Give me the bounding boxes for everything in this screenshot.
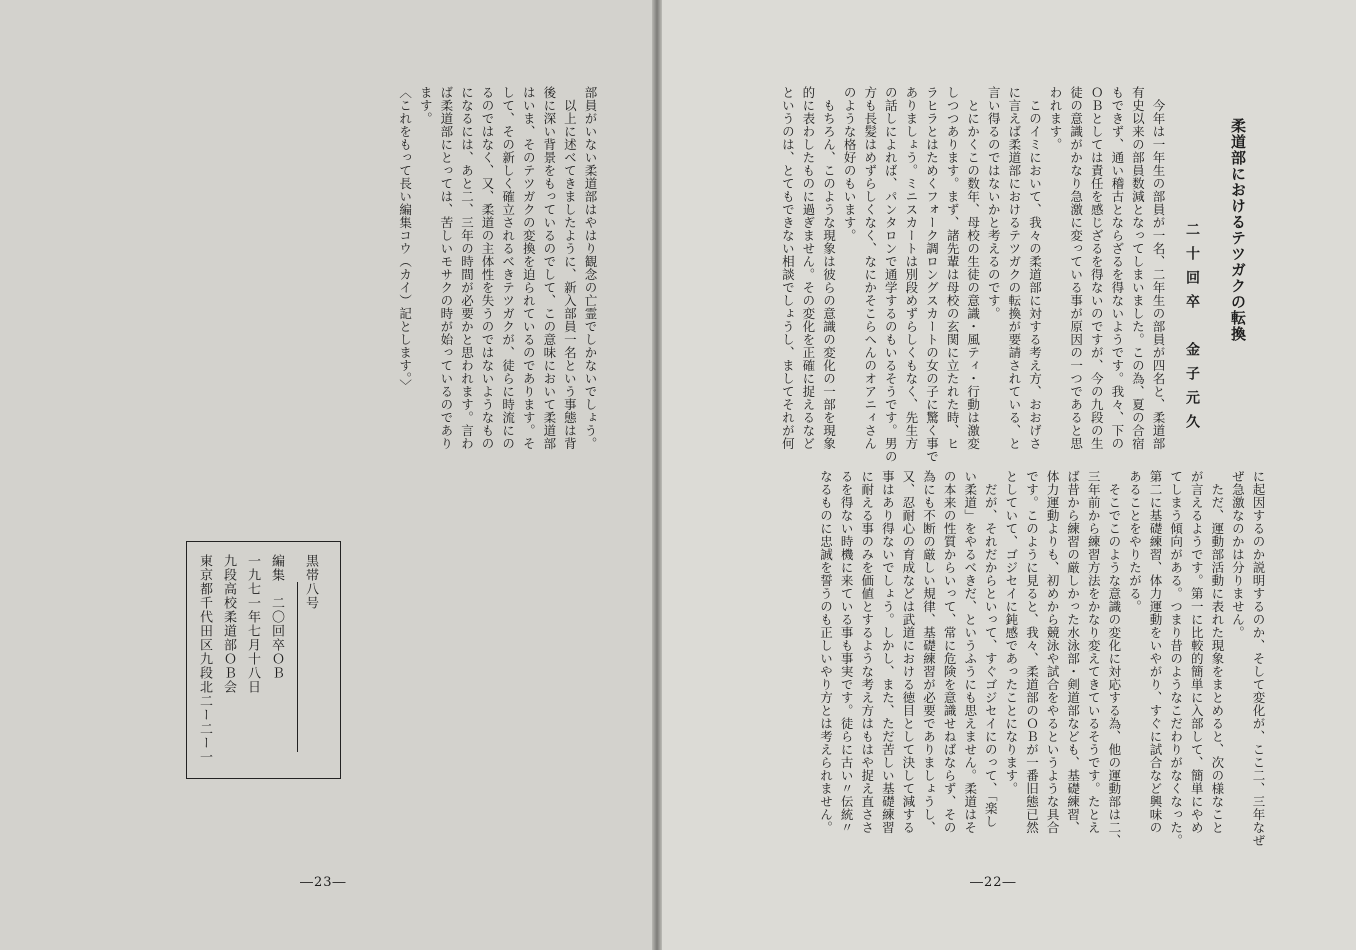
text-line: です。このように見ると、我々、柔道部のＯＢが一番旧態已然 (1024, 470, 1040, 834)
text-line: なるものに忠誠を誓うのも正しいやり方とは考えられません。 (818, 470, 834, 834)
text-line: 有史以来の部員数減となってしまいました。この為、夏の合宿 (1130, 86, 1146, 450)
text-line: としていて、ゴジセイに鈍感であったことになります。 (1003, 470, 1019, 795)
text-line: 今年は一年生の部員が一名、二年生の部員が四名と、柔道部 (1151, 86, 1166, 450)
text-line: い柔道」をやるべきだ、というふうにも思えません。柔道はそ (962, 470, 978, 834)
text-line: ただ、運動部活動に表れた現象をまとめると、次の様なこと (1209, 470, 1225, 834)
colophon-date: 一九七一年七月十八日 (245, 554, 260, 694)
colophon-editor: 編集 二〇回卒ＯＢ (269, 554, 284, 680)
page-number-right: ―22― (970, 875, 1017, 890)
text-line: の本来の性質からいって、常に危険を意識せねばならず、その (942, 470, 958, 834)
text-line: 以上に述べてきましたように、新入部員一名という事態は背 (562, 86, 578, 450)
text-line: に起因するのか説明するのか、そして変化が、ここ二、三年なぜ (1251, 470, 1266, 847)
text-line: というのは、とてもできない相談でしょうし、ましてそれが何 (780, 86, 796, 450)
colophon-title: 黒帯八号 (303, 554, 318, 610)
text-line: てしまう傾向がある。つまり昔のようなこだわりがなくなった。 (1168, 470, 1184, 847)
text-line: 為にも不断の厳しい規律、基礎練習が必要でありましょうし、 (921, 470, 937, 834)
text-line: のような格好のもいます。 (842, 86, 858, 242)
text-line: の話しによれば、パンタロンで通学するのもいるそうです。男の (883, 86, 899, 463)
colophon-box (186, 541, 341, 779)
text-line: に言えば柔道部におけるテツガクの転換が要請されている、と (1006, 86, 1022, 450)
text-line: 〈これをもって長い編集コウ（カイ）記とします。〉 (397, 86, 413, 392)
text-line: 言い得るのではないかと考えるのです。 (986, 86, 1002, 320)
colophon-address: 東京都千代田区九段北二ー二ー一 (197, 554, 212, 764)
colophon-publisher: 九段高校柔道部ＯＢ会 (221, 554, 236, 694)
text-line: このイミにおいて、我々の柔道部に対する考え方、おおげさ (1027, 86, 1043, 450)
text-line: 方も長髪はめずらしくなく、なにかそこらへんのオアニィさん (862, 86, 878, 450)
text-line: ラヒラとはためくフォーク調ロングスカートの女の子に驚く事で (924, 86, 940, 463)
text-line: われます。 (1048, 86, 1064, 151)
text-line: 後に深い背景をもっているのでして、この意味において柔道部 (541, 86, 557, 450)
article-body-upper (728, 86, 1168, 463)
text-line: して、その新しく確立されるべきテツガクが、徒らに時流にの (500, 86, 516, 450)
book-gutter (652, 0, 662, 950)
text-line: 又、忍耐心の育成などは武道における徳目として決して減する (900, 470, 916, 834)
text-line: 部員がいない柔道部はやはり観念の亡霊でしかないでしょう。 (583, 86, 598, 450)
text-line: るを得ない時機に来ている事も事実です。徒らに古い〃伝統〃 (839, 470, 855, 834)
article-body-lower (728, 470, 1268, 850)
text-line: とにかくこの数年、母校の生徒の意識・風ティ・行動は激変 (965, 86, 981, 450)
text-line: ありましょう。ミニスカートは別段めずらしくもなく、先生方 (903, 86, 919, 450)
text-line: ます。 (418, 86, 434, 125)
page-number-left: ―23― (300, 875, 347, 890)
text-line: ば柔道部にとっては、苦しいモサクの時が始っているのであり (438, 86, 454, 450)
text-line: 三年前から練習方法をかなり変えてきているそうです。たとえ (1086, 470, 1102, 834)
text-line: そこでこのような意識の変化に対応する為、他の運動部は二、 (1106, 470, 1122, 847)
text-line: 第二に基礎練習、体力運動をいやがり、すぐに試合など興味の (1148, 470, 1164, 834)
text-line: 事はあり得ないでしょう。しかし、また、ただ苦しい基礎練習 (880, 470, 896, 834)
text-line: が言えるようです。第一に比較的簡単に入部して、簡単にやめ (1189, 470, 1205, 834)
text-line: ぜ急激なのかは分りません。 (1230, 470, 1246, 639)
article-body-continued (352, 86, 600, 466)
text-line: ＯＢとしては責任を感じざるを得ないのですが、今の九段の生 (1089, 86, 1105, 450)
article-title: 柔道部におけるテツガクの転換 (1229, 118, 1247, 342)
text-line: もちろん、このような現象は彼らの意識の変化の一部を現象 (821, 86, 837, 450)
article-author: 二十回卒 金子元久 (1184, 222, 1200, 438)
text-line: に耐える事のみを価値とするような考え方はもはや捉え直ささ (859, 470, 875, 834)
text-line: 的に表わしたものに過ぎません。その変化を正確に捉えるなど (800, 86, 816, 450)
text-line: 体力運動よりも、初めから競泳や試合をやるというような具合 (1045, 470, 1061, 834)
text-line: になるには、あと二、三年の時間が必要かと思われます。言わ (459, 86, 475, 450)
text-line: ば昔から練習の厳しかった水泳部・剣道部なども、基礎練習、 (1065, 470, 1081, 834)
text-line: はいま、そのテツガクの変換を迫られているのであります。そ (521, 86, 537, 450)
text-line: もできず、通い稽古とならざるを得ないようです。我々、下の (1109, 86, 1125, 450)
text-line: あることをやりたがる。 (1127, 470, 1143, 613)
text-line: 徒の意識がかなり急激に変っている事が原因の一つであると思 (1068, 86, 1084, 450)
text-line: るのではなく、又、柔道の主体性を失うのではないようなもの (480, 86, 496, 450)
text-line: しつつあります。まず、諸先輩は母校の玄関に立たれた時、ヒ (945, 86, 961, 450)
colophon-rule (297, 582, 298, 752)
text-line: だが、それだからといって、すぐゴジセイにのって、「楽し (983, 470, 999, 828)
